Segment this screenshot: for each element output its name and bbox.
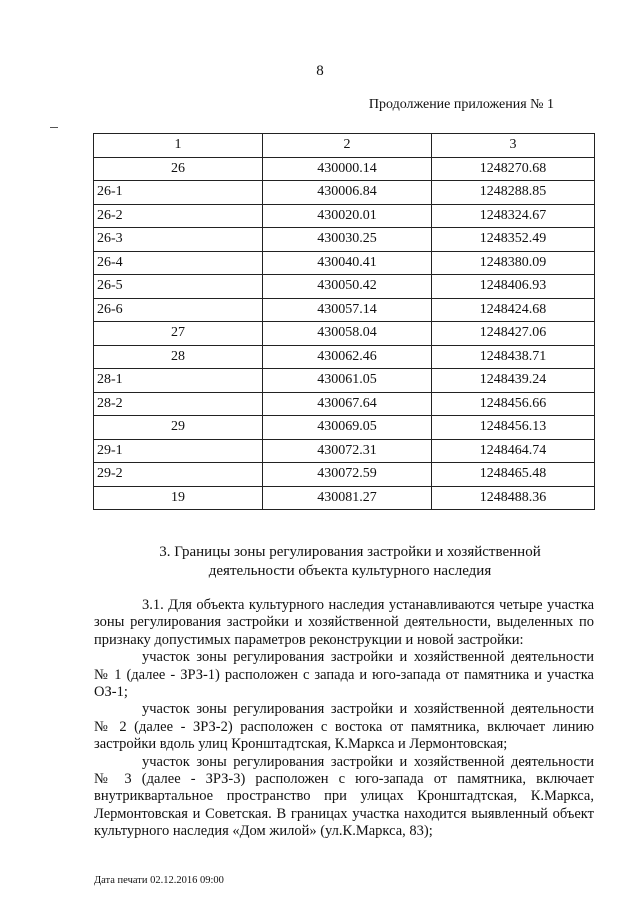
coord-y-cell: 1248406.93 — [432, 275, 595, 299]
coord-y-cell: 1248439.24 — [432, 369, 595, 393]
table-row — [94, 251, 595, 275]
coord-x-cell: 430050.42 — [263, 275, 432, 299]
coord-y-cell: 1248465.48 — [432, 463, 595, 487]
point-id-cell: 28-1 — [94, 369, 263, 393]
coord-x-cell: 430040.41 — [263, 251, 432, 275]
point-id-cell: 26-1 — [94, 181, 263, 205]
table-row — [94, 486, 595, 510]
coord-y-cell: 1248270.68 — [432, 157, 595, 181]
column-header: 2 — [263, 134, 432, 158]
coord-x-cell: 430062.46 — [263, 345, 432, 369]
table-row — [94, 439, 595, 463]
table-row — [94, 392, 595, 416]
point-id-cell: 28-2 — [94, 392, 263, 416]
table-row — [94, 416, 595, 440]
coord-x-cell: 430030.25 — [263, 228, 432, 252]
coord-x-cell: 430069.05 — [263, 416, 432, 440]
point-id-cell: 26-3 — [94, 228, 263, 252]
coord-y-cell: 1248324.67 — [432, 204, 595, 228]
coord-y-cell: 1248456.13 — [432, 416, 595, 440]
point-id-cell: 26-4 — [94, 251, 263, 275]
coord-y-cell: 1248288.85 — [432, 181, 595, 205]
print-date: Дата печати 02.12.2016 09:00 — [94, 875, 224, 886]
coord-y-cell: 1248438.71 — [432, 345, 595, 369]
point-id-cell: 26-2 — [94, 204, 263, 228]
table-row — [94, 345, 595, 369]
scan-mark — [50, 127, 58, 128]
point-id-cell: 28 — [94, 345, 263, 369]
coord-y-cell: 1248380.09 — [432, 251, 595, 275]
page-number: 8 — [316, 63, 324, 79]
table-row — [94, 463, 595, 487]
paragraph: участок зоны регулирования застройки и хозяйственной деятельности № 1 (далее - ЗРЗ-1) расположен с запада и юго-запада от памятника и участка ОЗ-1; — [94, 649, 594, 701]
point-id-cell: 26 — [94, 157, 263, 181]
paragraph: участок зоны регулирования застройки и хозяйственной деятельности № 3 (далее - ЗРЗ-3) расположен с юго-запада от памятника, включает внутриквартальное пространство при улицах Кронштадтская, К.Маркса, Лермонтовская и Советская. В границах участка находится выявленный объект культурного наследия «Дом жилой» (ул.К.Маркса, 83); — [94, 753, 594, 840]
table-row — [94, 369, 595, 393]
table-row — [94, 322, 595, 346]
coord-x-cell: 430006.84 — [263, 181, 432, 205]
coord-x-cell: 430072.31 — [263, 439, 432, 463]
table-row — [94, 275, 595, 299]
point-id-cell: 29-2 — [94, 463, 263, 487]
table-row — [94, 181, 595, 205]
table-header-row — [94, 134, 595, 158]
table-body — [94, 157, 595, 510]
coord-x-cell: 430058.04 — [263, 322, 432, 346]
table-row — [94, 228, 595, 252]
point-id-cell: 29-1 — [94, 439, 263, 463]
point-id-cell: 29 — [94, 416, 263, 440]
coord-y-cell: 1248488.36 — [432, 486, 595, 510]
coord-x-cell: 430067.64 — [263, 392, 432, 416]
coord-x-cell: 430061.05 — [263, 369, 432, 393]
coord-y-cell: 1248464.74 — [432, 439, 595, 463]
section-heading-line: 3. Границы зоны регулирования застройки и хозяйственной — [159, 544, 541, 560]
coord-y-cell: 1248352.49 — [432, 228, 595, 252]
coord-x-cell: 430072.59 — [263, 463, 432, 487]
paragraph: участок зоны регулирования застройки и хозяйственной деятельности № 2 (далее - ЗРЗ-2) расположен с востока от памятника, включает линию застройки вдоль улиц Кронштадтская, К.Маркса и Лермонтовская; — [94, 701, 594, 753]
coord-y-cell: 1248427.06 — [432, 322, 595, 346]
coord-x-cell: 430000.14 — [263, 157, 432, 181]
coord-x-cell: 430020.01 — [263, 204, 432, 228]
table-row — [94, 298, 595, 322]
section-heading — [110, 543, 590, 581]
section-heading-line: деятельности объекта культурного наследия — [208, 563, 492, 579]
body-text — [94, 597, 594, 841]
column-header: 3 — [432, 134, 595, 158]
coord-y-cell: 1248456.66 — [432, 392, 595, 416]
table-row — [94, 204, 595, 228]
point-id-cell: 26-5 — [94, 275, 263, 299]
coord-y-cell: 1248424.68 — [432, 298, 595, 322]
paragraph: 3.1. Для объекта культурного наследия устанавливаются четыре участка зоны регулирования застройки и хозяйственной деятельности, выделенных по признаку допустимых параметров реконструкции и новой застройки: — [94, 597, 594, 648]
coord-x-cell: 430057.14 — [263, 298, 432, 322]
coordinates-table — [93, 133, 595, 510]
table-row — [94, 157, 595, 181]
coord-x-cell: 430081.27 — [263, 486, 432, 510]
appendix-continuation-note: Продолжение приложения № 1 — [368, 97, 554, 112]
point-id-cell: 27 — [94, 322, 263, 346]
column-header: 1 — [94, 134, 263, 158]
point-id-cell: 26-6 — [94, 298, 263, 322]
point-id-cell: 19 — [94, 486, 263, 510]
